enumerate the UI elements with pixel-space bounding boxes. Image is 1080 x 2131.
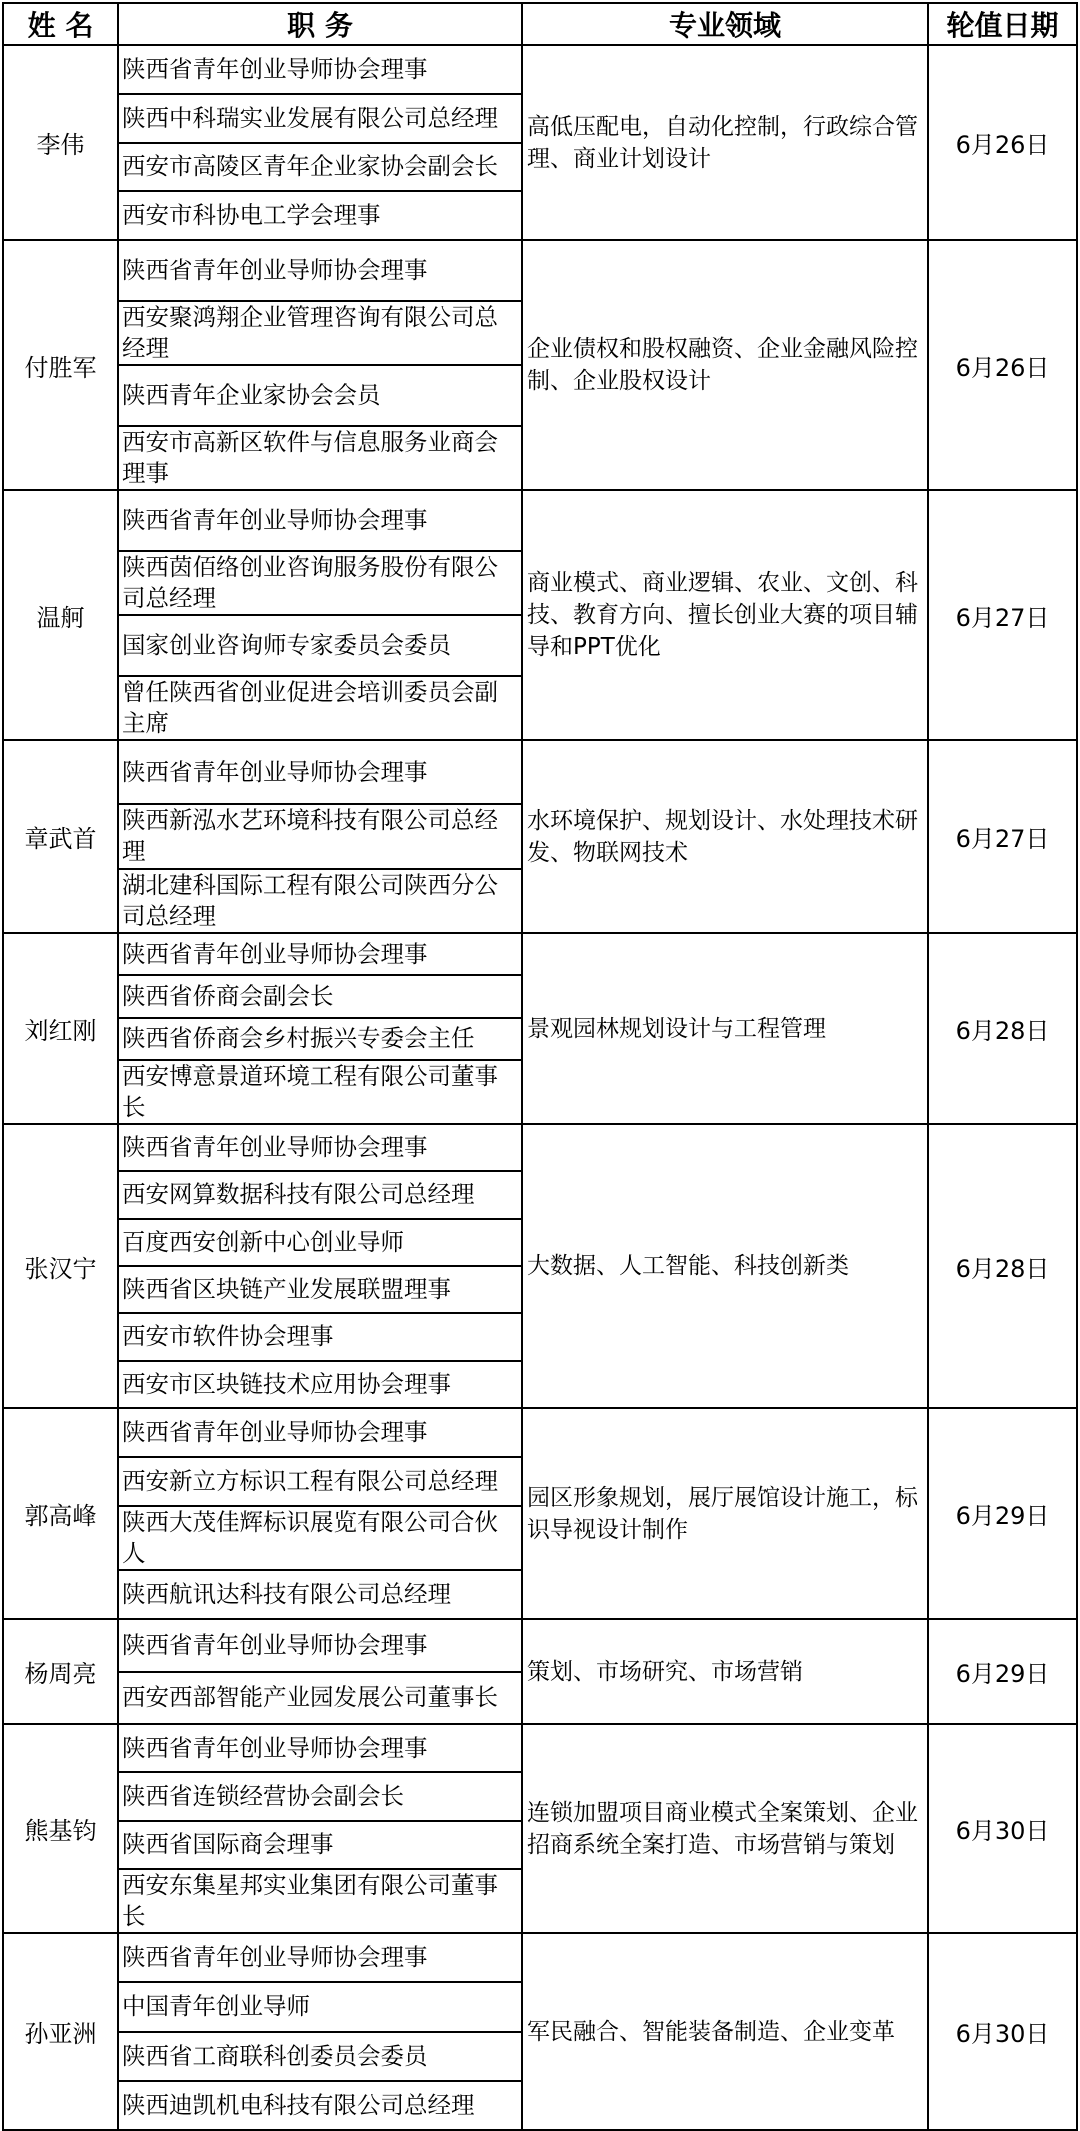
mentor-name: 孙亚洲 xyxy=(3,1933,118,2130)
mentor-positions xyxy=(118,933,522,1124)
position-item: 中国青年创业导师 xyxy=(119,1981,521,2030)
table-row xyxy=(3,1619,1077,1724)
position-item: 西安市高陵区青年企业家协会副会长 xyxy=(119,142,521,191)
header-field: 专业领域 xyxy=(522,3,928,45)
rotation-date: 6月30日 xyxy=(928,1933,1077,2130)
rotation-date: 6月30日 xyxy=(928,1724,1077,1933)
header-date: 轮值日期 xyxy=(928,3,1077,45)
rotation-date: 6月28日 xyxy=(928,933,1077,1124)
rotation-date: 6月29日 xyxy=(928,1408,1077,1619)
mentor-positions xyxy=(118,740,522,933)
rotation-date: 6月26日 xyxy=(928,45,1077,240)
mentor-name: 李伟 xyxy=(3,45,118,240)
mentor-field: 水环境保护、规划设计、水处理技术研发、物联网技术 xyxy=(522,740,928,933)
header-position: 职 务 xyxy=(118,3,522,45)
position-item: 陕西省区块链产业发展联盟理事 xyxy=(119,1265,521,1312)
mentor-field: 企业债权和股权融资、企业金融风险控制、企业股权设计 xyxy=(522,240,928,490)
position-item: 西安市软件协会理事 xyxy=(119,1312,521,1359)
position-item: 陕西省青年创业导师协会理事 xyxy=(122,54,428,83)
table-row xyxy=(3,240,1077,490)
mentor-field: 高低压配电，自动化控制，行政综合管理、商业计划设计 xyxy=(522,45,928,240)
mentor-name: 章武首 xyxy=(3,740,118,933)
position-item: 陕西省青年创业导师协会理事 xyxy=(122,1133,428,1162)
position-item: 国家创业咨询师专家委员会委员 xyxy=(119,614,521,675)
position-item: 陕西省青年创业导师协会理事 xyxy=(122,256,428,284)
rotation-date: 6月26日 xyxy=(928,240,1077,490)
position-item: 西安新立方标识工程有限公司总经理 xyxy=(119,1456,521,1505)
mentor-positions xyxy=(118,45,522,240)
header-name: 姓 名 xyxy=(3,3,118,45)
position-item: 百度西安创新中心创业导师 xyxy=(119,1218,521,1265)
rotation-date: 6月29日 xyxy=(928,1619,1077,1724)
position-item: 陕西省青年创业导师协会理事 xyxy=(122,506,428,534)
position-item: 西安博意景道环境工程有限公司董事长 xyxy=(119,1059,521,1123)
mentor-field: 园区形象规划，展厅展馆设计施工，标识导视设计制作 xyxy=(522,1408,928,1619)
position-item: 西安西部智能产业园发展公司董事长 xyxy=(119,1671,521,1724)
position-item: 陕西省侨商会副会长 xyxy=(119,974,521,1016)
mentor-positions xyxy=(118,1124,522,1408)
position-item: 西安网算数据科技有限公司总经理 xyxy=(119,1170,521,1217)
position-item: 陕西大茂佳辉标识展览有限公司合伙人 xyxy=(119,1505,521,1569)
table-row xyxy=(3,1933,1077,2130)
mentor-field: 景观园林规划设计与工程管理 xyxy=(522,933,928,1124)
position-item: 陕西省青年创业导师协会理事 xyxy=(122,1418,428,1446)
position-item: 陕西中科瑞实业发展有限公司总经理 xyxy=(119,93,521,142)
position-item: 陕西省青年创业导师协会理事 xyxy=(122,1630,428,1659)
position-item: 陕西新泓水艺环境科技有限公司总经理 xyxy=(119,803,521,867)
position-item: 陕西省连锁经营协会副会长 xyxy=(119,1771,521,1819)
position-item: 陕西省青年创业导师协会理事 xyxy=(122,757,428,786)
header-row xyxy=(3,3,1077,45)
mentor-name: 杨周亮 xyxy=(3,1619,118,1724)
mentor-field: 大数据、人工智能、科技创新类 xyxy=(522,1124,928,1408)
rotation-date: 6月27日 xyxy=(928,490,1077,740)
position-item: 西安聚鸿翔企业管理咨询有限公司总经理 xyxy=(119,300,521,364)
position-item: 陕西茵佰络创业咨询服务股份有限公司总经理 xyxy=(119,550,521,614)
mentor-positions xyxy=(118,490,522,740)
mentor-name: 付胜军 xyxy=(3,240,118,490)
position-item: 曾任陕西省创业促进会培训委员会副主席 xyxy=(119,675,521,739)
table-row xyxy=(3,1408,1077,1619)
table-row xyxy=(3,933,1077,1124)
mentor-field: 策划、市场研究、市场营销 xyxy=(522,1619,928,1724)
table-row xyxy=(3,45,1077,240)
position-item: 陕西航讯达科技有限公司总经理 xyxy=(119,1569,521,1618)
position-item: 陕西省青年创业导师协会理事 xyxy=(122,1733,428,1762)
rotation-date: 6月28日 xyxy=(928,1124,1077,1408)
mentor-positions xyxy=(118,240,522,490)
rotation-date: 6月27日 xyxy=(928,740,1077,933)
table-row xyxy=(3,490,1077,740)
position-item: 西安市高新区软件与信息服务业商会理事 xyxy=(119,425,521,489)
position-item: 陕西省工商联科创委员会委员 xyxy=(119,2031,521,2080)
table-row xyxy=(3,1124,1077,1408)
position-item: 湖北建科国际工程有限公司陕西分公司总经理 xyxy=(119,868,521,932)
mentor-field: 商业模式、商业逻辑、农业、文创、科技、教育方向、擅长创业大赛的项目辅导和PPT优化 xyxy=(522,490,928,740)
position-item: 陕西省侨商会乡村振兴专委会主任 xyxy=(119,1017,521,1059)
mentor-positions xyxy=(118,1619,522,1724)
position-item: 陕西省青年创业导师协会理事 xyxy=(122,939,428,968)
mentor-positions xyxy=(118,1933,522,2130)
mentor-positions xyxy=(118,1408,522,1619)
table-body xyxy=(3,45,1077,2130)
table-row xyxy=(3,740,1077,933)
position-item: 西安东集星邦实业集团有限公司董事长 xyxy=(119,1868,521,1932)
mentor-name: 温舸 xyxy=(3,490,118,740)
mentor-table xyxy=(2,2,1078,2131)
mentor-name: 刘红刚 xyxy=(3,933,118,1124)
mentor-name: 熊基钧 xyxy=(3,1724,118,1933)
mentor-name: 郭高峰 xyxy=(3,1408,118,1619)
mentor-field: 连锁加盟项目商业模式全案策划、企业招商系统全案打造、市场营销与策划 xyxy=(522,1724,928,1933)
position-item: 陕西省青年创业导师协会理事 xyxy=(122,1943,428,1972)
position-item: 陕西迪凯机电科技有限公司总经理 xyxy=(119,2080,521,2129)
position-item: 西安市区块链技术应用协会理事 xyxy=(119,1360,521,1407)
mentor-positions xyxy=(118,1724,522,1933)
table-row xyxy=(3,1724,1077,1933)
mentor-field: 军民融合、智能装备制造、企业变革 xyxy=(522,1933,928,2130)
position-item: 陕西省国际商会理事 xyxy=(119,1820,521,1868)
position-item: 西安市科协电工学会理事 xyxy=(119,190,521,239)
position-item: 陕西青年企业家协会会员 xyxy=(119,364,521,425)
mentor-name: 张汉宁 xyxy=(3,1124,118,1408)
